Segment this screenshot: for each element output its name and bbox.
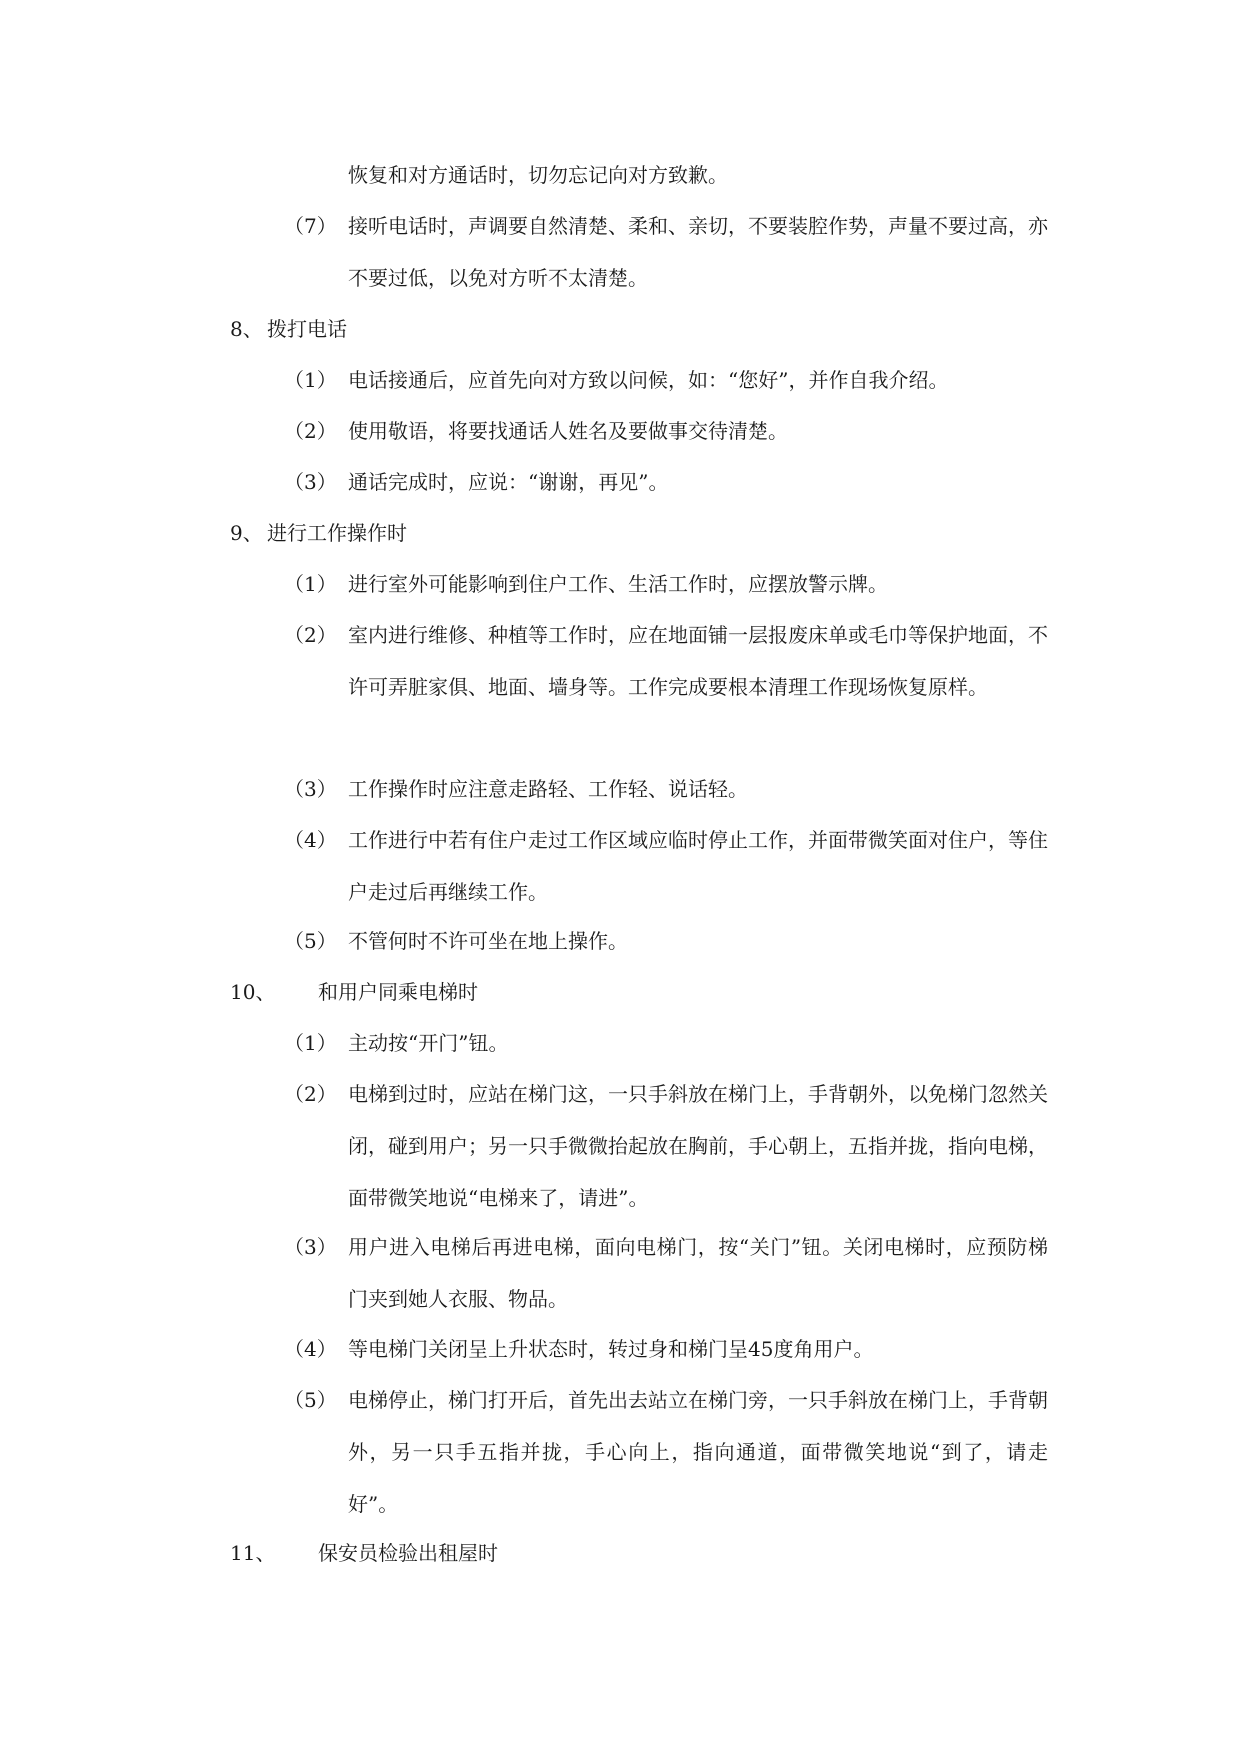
item-text: 电梯停止，梯门打开后，首先出去站立在梯门旁，一只手斜放在梯门上，手背朝外，另一只手五指并拢，手心向上，指向通道，面带微笑地说“到了，请走好”。 bbox=[348, 1388, 1048, 1516]
section-number: 11、 bbox=[230, 1541, 276, 1565]
item-marker: （3） bbox=[284, 777, 337, 801]
section-number: 9、 bbox=[230, 521, 263, 545]
section-number: 10、 bbox=[230, 980, 276, 1004]
section-title: 保安员检验出租屋时 bbox=[318, 1541, 498, 1565]
item-text: 室内进行维修、种植等工作时，应在地面铺一层报废床单或毛巾等保护地面，不许可弄脏家俱、地面、墙身等。工作完成要根本清理工作现场恢复原样。 bbox=[348, 623, 1048, 699]
item-text: 工作进行中若有住户走过工作区域应临时停止工作，并面带微笑面对住户，等住户走过后再继续工作。 bbox=[348, 828, 1048, 904]
item-marker: （1） bbox=[284, 572, 337, 596]
item-text: 主动按“开门”钮。 bbox=[348, 1031, 509, 1055]
item-marker: （2） bbox=[284, 1082, 337, 1106]
item-marker: （7） bbox=[284, 214, 337, 238]
item-marker: （2） bbox=[284, 623, 337, 647]
item-text: 接听电话时，声调要自然清楚、柔和、亲切，不要装腔作势，声量不要过高，亦不要过低，以免对方听不太清楚。 bbox=[348, 214, 1048, 290]
section-title: 进行工作操作时 bbox=[267, 521, 407, 545]
item-text: 等电梯门关闭呈上升状态时，转过身和梯门呈45度角用户。 bbox=[348, 1337, 874, 1361]
item-text: 通话完成时，应说：“谢谢，再见”。 bbox=[348, 470, 669, 494]
item-text: 用户进入电梯后再进电梯，面向电梯门，按“关门”钮。关闭电梯时，应预防梯门夹到她人衣服、物品。 bbox=[348, 1235, 1048, 1311]
item-marker: （5） bbox=[284, 929, 337, 953]
item-text: 电话接通后，应首先向对方致以问候，如：“您好”，并作自我介绍。 bbox=[348, 368, 949, 392]
item-text: 不管何时不许可坐在地上操作。 bbox=[348, 929, 628, 953]
item-marker: （3） bbox=[284, 1235, 337, 1259]
section-title: 和用户同乘电梯时 bbox=[318, 980, 478, 1004]
continuation-text: 恢复和对方通话时，切勿忘记向对方致歉。 bbox=[348, 163, 728, 187]
item-marker: （4） bbox=[284, 828, 337, 852]
item-text: 进行室外可能影响到住户工作、生活工作时，应摆放警示牌。 bbox=[348, 572, 888, 596]
item-text: 电梯到过时，应站在梯门这，一只手斜放在梯门上，手背朝外，以免梯门忽然关闭，碰到用户；另一只手微微抬起放在胸前，手心朝上，五指并拢，指向电梯，面带微笑地说“电梯来了，请进”。 bbox=[348, 1082, 1048, 1210]
item-marker: （1） bbox=[284, 368, 337, 392]
item-marker: （3） bbox=[284, 470, 337, 494]
item-text: 使用敬语，将要找通话人姓名及要做事交待清楚。 bbox=[348, 419, 788, 443]
item-marker: （2） bbox=[284, 419, 337, 443]
item-text: 工作操作时应注意走路轻、工作轻、说话轻。 bbox=[348, 777, 748, 801]
item-marker: （1） bbox=[284, 1031, 337, 1055]
item-marker: （5） bbox=[284, 1388, 337, 1412]
section-title: 拨打电话 bbox=[267, 317, 347, 341]
item-marker: （4） bbox=[284, 1337, 337, 1361]
section-number: 8、 bbox=[230, 317, 263, 341]
